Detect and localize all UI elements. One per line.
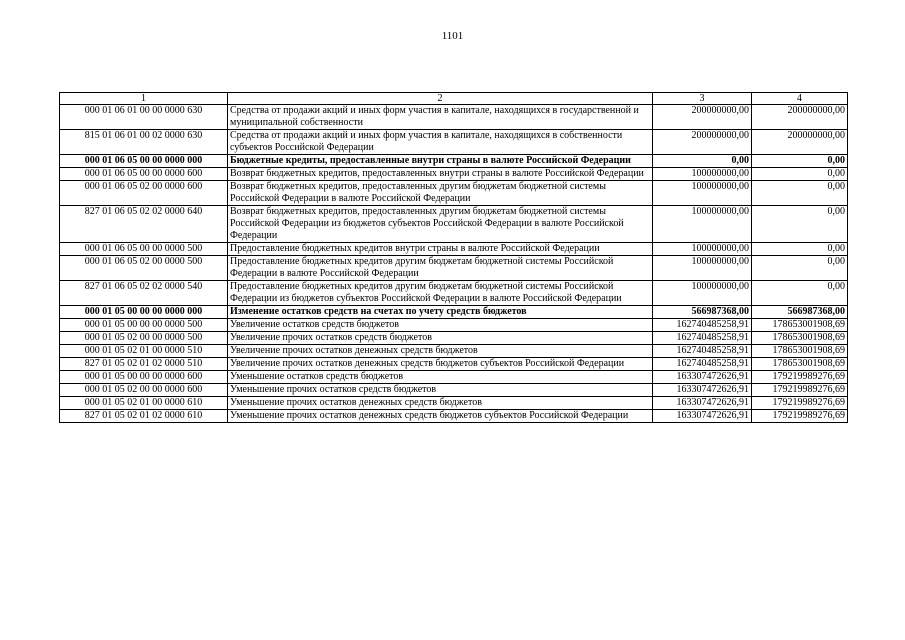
table-row	[60, 243, 848, 256]
item-name-cell: Бюджетные кредиты, предоставленные внутри страны в валюте Российской Федерации	[228, 155, 653, 168]
item-name-cell: Уменьшение прочих остатков денежных средств бюджетов	[228, 397, 653, 410]
value-col4-cell: 566987368,00	[752, 306, 848, 319]
value-col4-cell: 179219989276,69	[752, 371, 848, 384]
item-name-cell: Увеличение остатков средств бюджетов	[228, 319, 653, 332]
budget-code-cell: 000 01 06 05 00 00 0000 500	[60, 243, 228, 256]
item-name-cell: Предоставление бюджетных кредитов другим бюджетам бюджетной системы Российской Федерации в валюте Российской Федерации	[228, 256, 653, 281]
page-number: 1101	[441, 30, 464, 42]
item-name-cell: Увеличение прочих остатков денежных средств бюджетов	[228, 345, 653, 358]
value-col4-cell: 179219989276,69	[752, 384, 848, 397]
value-col3-cell: 162740485258,91	[653, 332, 752, 345]
value-col4-cell: 200000000,00	[752, 130, 848, 155]
value-col3-cell: 163307472626,91	[653, 410, 752, 423]
item-name-cell: Возврат бюджетных кредитов, предоставленных другим бюджетам бюджетной системы Российской Федерации в валюте Российской Федерации	[228, 181, 653, 206]
table-body	[60, 105, 848, 423]
value-col4-cell: 0,00	[752, 243, 848, 256]
budget-code-cell: 000 01 06 01 00 00 0000 630	[60, 105, 228, 130]
value-col3-cell: 566987368,00	[653, 306, 752, 319]
table-row	[60, 155, 848, 168]
table-row	[60, 384, 848, 397]
item-name-cell: Возврат бюджетных кредитов, предоставленных внутри страны в валюте Российской Федерации	[228, 168, 653, 181]
item-name-cell: Увеличение прочих остатков средств бюджетов	[228, 332, 653, 345]
budget-code-cell: 000 01 05 02 01 00 0000 610	[60, 397, 228, 410]
value-col4-cell: 0,00	[752, 206, 848, 243]
value-col3-cell: 200000000,00	[653, 105, 752, 130]
budget-code-cell: 827 01 05 02 01 02 0000 510	[60, 358, 228, 371]
item-name-cell: Средства от продажи акций и иных форм участия в капитале, находящихся в собственности субъектов Российской Федерации	[228, 130, 653, 155]
budget-code-cell: 815 01 06 01 00 02 0000 630	[60, 130, 228, 155]
value-col3-cell: 0,00	[653, 155, 752, 168]
item-name-cell: Увеличение прочих остатков денежных средств бюджетов субъектов Российской Федерации	[228, 358, 653, 371]
column-header-2: 2	[228, 93, 653, 105]
table-row	[60, 281, 848, 306]
value-col4-cell: 179219989276,69	[752, 410, 848, 423]
table-row	[60, 397, 848, 410]
value-col3-cell: 162740485258,91	[653, 358, 752, 371]
budget-code-cell: 000 01 06 05 02 00 0000 600	[60, 181, 228, 206]
item-name-cell: Предоставление бюджетных кредитов внутри страны в валюте Российской Федерации	[228, 243, 653, 256]
table-row	[60, 130, 848, 155]
item-name-cell: Изменение остатков средств на счетах по учету средств бюджетов	[228, 306, 653, 319]
table-row	[60, 206, 848, 243]
column-header-3: 3	[653, 93, 752, 105]
budget-code-cell: 000 01 06 05 02 00 0000 500	[60, 256, 228, 281]
item-name-cell: Уменьшение остатков средств бюджетов	[228, 371, 653, 384]
budget-code-cell: 000 01 05 02 00 00 0000 600	[60, 384, 228, 397]
budget-code-cell: 827 01 05 02 01 02 0000 610	[60, 410, 228, 423]
value-col4-cell: 0,00	[752, 181, 848, 206]
budget-code-cell: 000 01 05 02 00 00 0000 500	[60, 332, 228, 345]
value-col3-cell: 200000000,00	[653, 130, 752, 155]
table-row	[60, 345, 848, 358]
item-name-cell: Предоставление бюджетных кредитов другим бюджетам бюджетной системы Российской Федерации из бюджетов субъектов Российской Федерации в валюте Российской Федерации	[228, 281, 653, 306]
item-name-cell: Возврат бюджетных кредитов, предоставленных другим бюджетам бюджетной системы Российской Федерации из бюджетов субъектов Российской Федерации в валюте Российской Федерации	[228, 206, 653, 243]
value-col3-cell: 100000000,00	[653, 206, 752, 243]
item-name-cell: Уменьшение прочих остатков средств бюджетов	[228, 384, 653, 397]
value-col4-cell: 0,00	[752, 155, 848, 168]
value-col4-cell: 0,00	[752, 168, 848, 181]
value-col3-cell: 163307472626,91	[653, 384, 752, 397]
budget-code-cell: 000 01 05 02 01 00 0000 510	[60, 345, 228, 358]
value-col3-cell: 162740485258,91	[653, 345, 752, 358]
value-col4-cell: 0,00	[752, 281, 848, 306]
value-col3-cell: 163307472626,91	[653, 397, 752, 410]
budget-sources-table	[59, 92, 848, 423]
value-col4-cell: 179219989276,69	[752, 397, 848, 410]
value-col3-cell: 100000000,00	[653, 256, 752, 281]
budget-code-cell: 000 01 06 05 00 00 0000 000	[60, 155, 228, 168]
budget-code-cell: 000 01 05 00 00 00 0000 600	[60, 371, 228, 384]
table-row	[60, 256, 848, 281]
budget-code-cell: 827 01 06 05 02 02 0000 540	[60, 281, 228, 306]
item-name-cell: Уменьшение прочих остатков денежных средств бюджетов субъектов Российской Федерации	[228, 410, 653, 423]
table-row	[60, 306, 848, 319]
value-col3-cell: 100000000,00	[653, 243, 752, 256]
table-row	[60, 410, 848, 423]
table-row	[60, 358, 848, 371]
column-header-4: 4	[752, 93, 848, 105]
table-row	[60, 319, 848, 332]
budget-code-cell: 000 01 06 05 00 00 0000 600	[60, 168, 228, 181]
value-col4-cell: 178653001908,69	[752, 332, 848, 345]
value-col3-cell: 100000000,00	[653, 168, 752, 181]
column-header-1: 1	[60, 93, 228, 105]
value-col3-cell: 163307472626,91	[653, 371, 752, 384]
table-row	[60, 332, 848, 345]
value-col3-cell: 100000000,00	[653, 181, 752, 206]
budget-code-cell: 000 01 05 00 00 00 0000 000	[60, 306, 228, 319]
value-col4-cell: 178653001908,69	[752, 319, 848, 332]
table-row	[60, 181, 848, 206]
item-name-cell: Средства от продажи акций и иных форм участия в капитале, находящихся в государственной и муниципальной собственности	[228, 105, 653, 130]
budget-code-cell: 000 01 05 00 00 00 0000 500	[60, 319, 228, 332]
value-col4-cell: 178653001908,69	[752, 358, 848, 371]
value-col4-cell: 200000000,00	[752, 105, 848, 130]
budget-code-cell: 827 01 06 05 02 02 0000 640	[60, 206, 228, 243]
table-row	[60, 105, 848, 130]
table-header-row	[60, 93, 848, 105]
value-col4-cell: 178653001908,69	[752, 345, 848, 358]
table-row	[60, 168, 848, 181]
table-row	[60, 371, 848, 384]
value-col3-cell: 162740485258,91	[653, 319, 752, 332]
value-col3-cell: 100000000,00	[653, 281, 752, 306]
value-col4-cell: 0,00	[752, 256, 848, 281]
